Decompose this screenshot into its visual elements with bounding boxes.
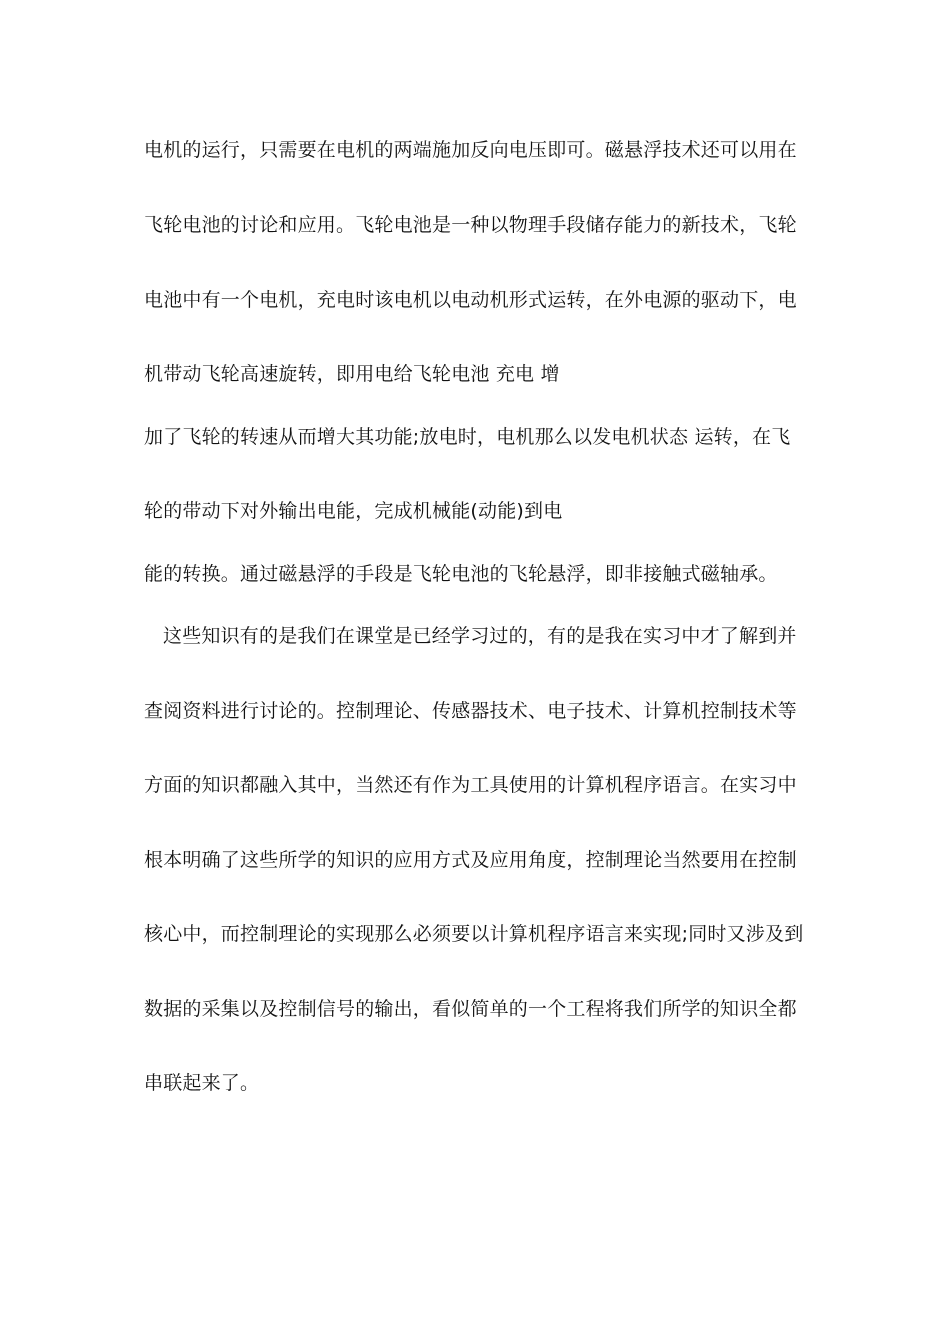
paragraph-start-line: 这些知识有的是我们在课堂是已经学习过的，有的是我在实习中才了解到并 (163, 625, 797, 647)
text-line-13: 数据的采集以及控制信号的输出，看似简单的一个工程将我们所学的知识全都 (144, 998, 797, 1020)
text-line-10: 方面的知识都融入其中，当然还有作为工具使用的计算机程序语言。在实习中 (144, 774, 797, 796)
text-line-5: 加了飞轮的转速从而增大其功能;放电时，电机那么以发电机状态 运转，在飞 (144, 426, 791, 448)
text-line-14: 串联起来了。 (144, 1072, 260, 1094)
text-line-7: 能的转换。通过磁悬浮的手段是飞轮电池的飞轮悬浮，即非接触式磁轴承。 (144, 563, 778, 585)
text-line-4: 机带动飞轮高速旋转，即用电给飞轮电池 充电 增 (144, 363, 560, 385)
text-line-9: 查阅资料进行讨论的。控制理论、传感器技术、电子技术、计算机控制技术等 (144, 700, 797, 722)
text-line-12: 核心中，而控制理论的实现那么必须要以计算机程序语言来实现;同时又涉及到 (144, 923, 804, 945)
text-line-2: 飞轮电池的讨论和应用。飞轮电池是一种以物理手段储存能力的新技术，飞轮 (144, 214, 797, 236)
text-line-3: 电池中有一个电机，充电时该电机以电动机形式运转，在外电源的驱动下，电 (144, 289, 797, 311)
text-line-6: 轮的带动下对外输出电能，完成机械能(动能)到电 (144, 500, 563, 522)
text-line-11: 根本明确了这些所学的知识的应用方式及应用角度，控制理论当然要用在控制 (144, 849, 797, 871)
text-line-1: 电机的运行，只需要在电机的两端施加反向电压即可。磁悬浮技术还可以用在 (144, 139, 797, 161)
